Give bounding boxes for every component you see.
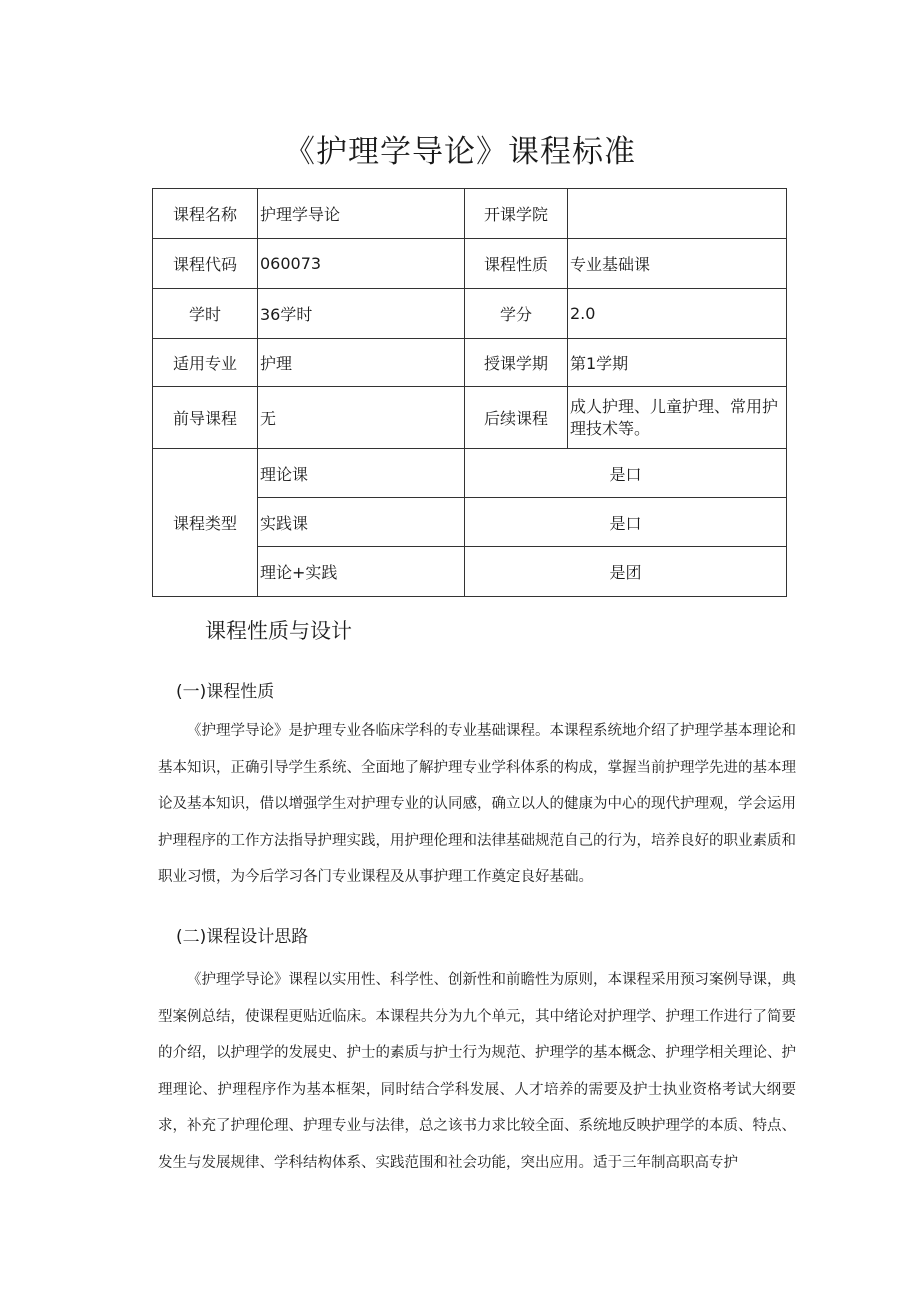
course-code-value: 060073 [258,239,465,289]
table-row [153,289,787,339]
paragraph-nature: 《护理学导论》是护理专业各临床学科的专业基础课程。本课程系统地介绍了护理学基本理论和基本知识，正确引导学生系统、全面地了解护理专业学科体系的构成，掌握当前护理学先进的基本理论及基本知识，借以增强学生对护理专业的认同感，确立以人的健康为中心的现代护理观，学会运用护理程序的工作方法指导护理实践，用护理伦理和法律基础规范自己的行为，培养良好的职业素质和职业习惯，为今后学习各门专业课程及从事护理工作奠定良好基础。 [158,723,796,885]
type-value-practice: 是口 [465,498,787,547]
type-name-theory: 理论课 [258,449,465,498]
page-title: 《护理学导论》课程标准 [284,134,636,170]
course-info-table [152,188,787,597]
subsection-title-design: (二)课程设计思路 [176,927,309,947]
college-value [568,189,787,239]
semester-value: 第1学期 [568,339,787,387]
semester-label: 授课学期 [465,339,568,387]
major-value: 护理 [258,339,465,387]
hours-value: 36学时 [258,289,465,339]
hours-label: 学时 [153,289,258,339]
type-name-practice: 实践课 [258,498,465,547]
prereq-value: 无 [258,387,465,449]
college-label: 开课学院 [465,189,568,239]
course-name-label: 课程名称 [153,189,258,239]
type-value-theory: 是口 [465,449,787,498]
credit-label: 学分 [465,289,568,339]
table-row [153,339,787,387]
type-name-combined: 理论+实践 [258,547,465,597]
type-value-combined: 是团 [465,547,787,597]
course-nature-label: 课程性质 [465,239,568,289]
table-row [153,387,787,449]
course-type-label: 课程类型 [153,449,258,597]
prereq-label: 前导课程 [153,387,258,449]
subsection-title-nature: (一)课程性质 [176,682,275,702]
followup-label: 后续课程 [465,387,568,449]
course-name-value: 护理学导论 [258,189,465,239]
course-nature-value: 专业基础课 [568,239,787,289]
table-row [153,189,787,239]
section-title: 课程性质与设计 [205,619,352,643]
major-label: 适用专业 [153,339,258,387]
table-row [153,449,787,498]
paragraph-design: 《护理学导论》课程以实用性、科学性、创新性和前瞻性为原则，本课程采用预习案例导课，典型案例总结，使课程更贴近临床。本课程共分为九个单元，其中绪论对护理学、护理工作进行了简要的介绍，以护理学的发展史、护士的素质与护士行为规范、护理学的基本概念、护理学相关理论、护理理论、护理程序作为基本框架，同时结合学科发展、人才培养的需要及护士执业资格考试大纲要求，补充了护理伦理、护理专业与法律，总之该书力求比较全面、系统地反映护理学的本质、特点、发生与发展规律、学科结构体系、实践范围和社会功能，突出应用。适于三年制高职高专护 [158,972,796,1171]
credit-value: 2.0 [568,289,787,339]
followup-value: 成人护理、儿童护理、常用护理技术等。 [568,387,787,449]
table-row [153,239,787,289]
course-code-label: 课程代码 [153,239,258,289]
